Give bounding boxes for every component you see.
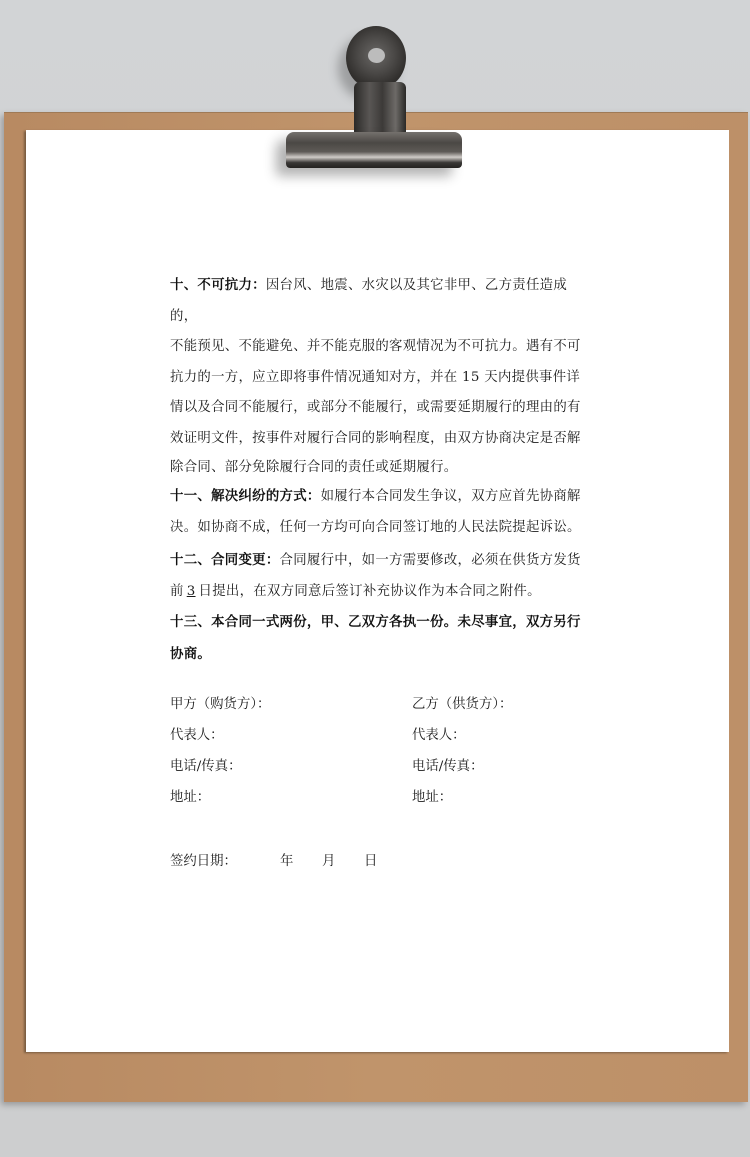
clause-line: 除合同、部分免除履行合同的责任或延期履行。 [170, 460, 458, 475]
clause-line: 不能预见、不能避免、并不能克服的客观情况为不可抗力。遇有不可 [170, 339, 581, 354]
clause-body: 如履行本合同发生争议，双方应首先协商解 [320, 489, 581, 504]
party-b-phone-fax: 电话/传真： [412, 759, 484, 774]
party-a-phone-fax: 电话/传真： [170, 759, 242, 774]
clause-body: 合同履行中，如一方需要修改，必须在供货方发货 [279, 553, 581, 568]
binder-clip-icon [284, 22, 464, 172]
clause-line: 决。如协商不成，任何一方均可向合同签订地的人民法院提起诉讼。 [170, 520, 581, 535]
clause-line: 效证明文件，按事件对履行合同的影响程度，由双方协商决定是否解 [170, 430, 581, 446]
signing-date-label: 签约日期： [170, 854, 237, 869]
clause-dispute-resolution [170, 482, 590, 545]
clause-heading: 十三、本合同一式两份，甲、乙双方各执一份。未尽事宜，双方另行 [170, 614, 581, 630]
clause-line [170, 545, 590, 577]
signature-block [170, 693, 590, 817]
party-a-address: 地址： [170, 790, 211, 805]
clip-bar [286, 132, 462, 168]
contract-text [170, 270, 590, 670]
clause-line: 情以及合同不能履行，或部分不能履行，或需要延期履行的理由的有 [170, 400, 581, 415]
clause-copies [170, 607, 590, 670]
signature-row [170, 755, 590, 786]
party-a-representative: 代表人： [170, 728, 224, 743]
party-b-representative: 代表人： [412, 728, 466, 743]
signature-row [170, 724, 590, 755]
clause-heading: 十二、合同变更： [170, 552, 280, 568]
clip-ring [346, 26, 406, 90]
party-b-address: 地址： [412, 790, 453, 805]
clause-line [170, 639, 590, 671]
signature-row [170, 693, 590, 724]
clause-line: 抗力的一方，应立即将事件情况通知对方，并在 15 天内提供事件详 [170, 369, 581, 385]
signing-date-year: 年 [280, 854, 294, 869]
clause-body: 前 [170, 583, 184, 599]
signing-date [170, 850, 377, 869]
clause-line [170, 577, 590, 608]
clause-line [170, 607, 590, 639]
days-value: 3 [186, 583, 196, 599]
clause-body: 因台风、地震、水灾以及其它非甲、乙方责任造成的， [170, 278, 568, 324]
clause-contract-change [170, 545, 590, 607]
clause-line [170, 482, 590, 511]
clause-line [170, 270, 590, 332]
party-a-title: 甲方（购货方）： [170, 697, 271, 712]
clip-hole [368, 48, 385, 63]
clause-heading: 协商。 [170, 645, 212, 662]
clause-force-majeure [170, 270, 590, 482]
clause-heading: 十一、解决纠纷的方式： [170, 488, 321, 504]
clause-body: 日提出，在双方同意后签订补充协议作为本合同之附件。 [198, 583, 541, 599]
signing-date-month: 月 [322, 854, 336, 869]
signing-date-day: 日 [364, 854, 378, 869]
party-b-title: 乙方（供货方）： [412, 697, 513, 712]
clause-heading: 十、不可抗力： [170, 277, 266, 293]
signature-row [170, 786, 590, 817]
